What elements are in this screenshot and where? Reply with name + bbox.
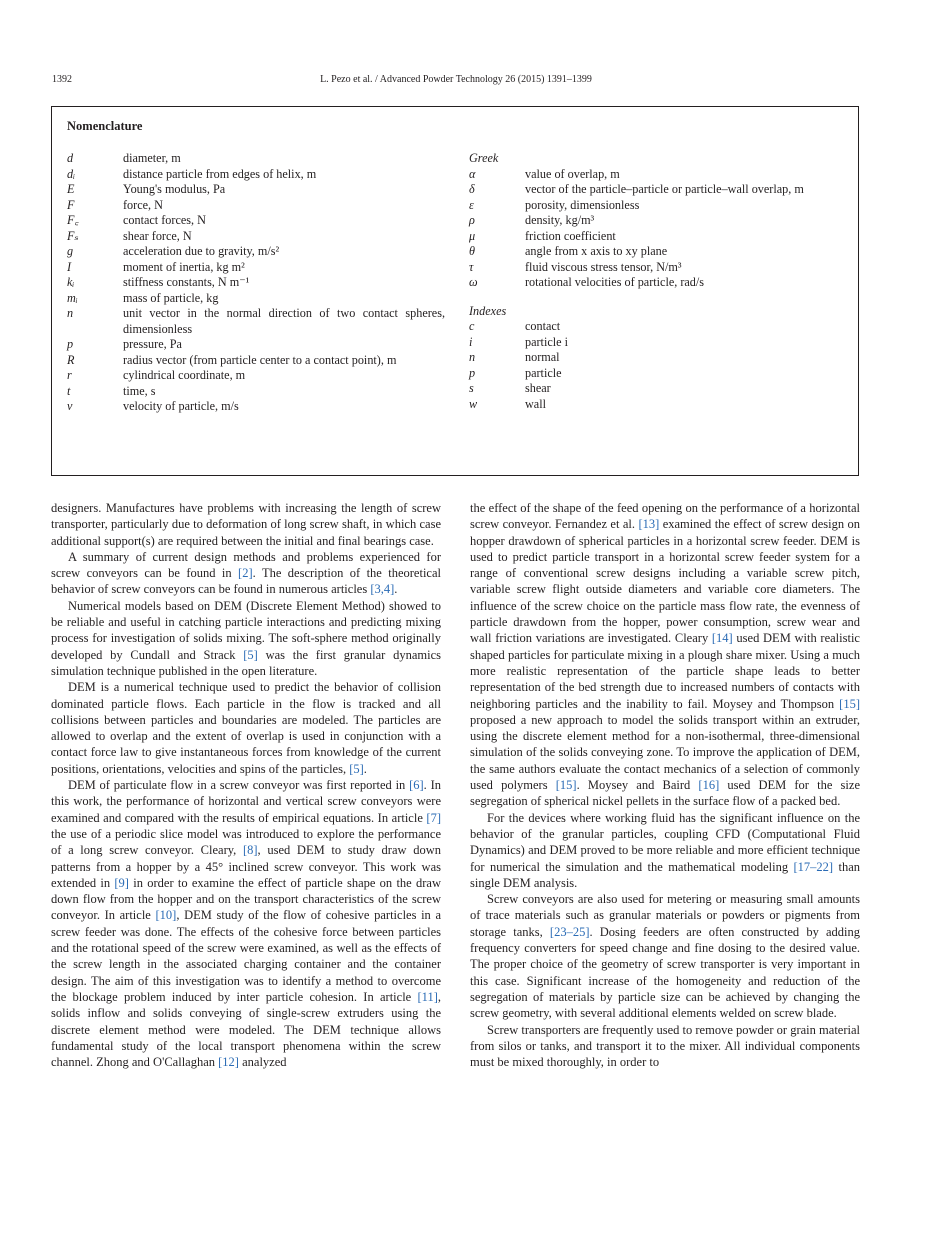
paragraph-text: DEM of particulate flow in a screw conveyor was first reported in (68, 778, 410, 793)
body-column-right (470, 500, 860, 1070)
nomenclature-greek-index-list (469, 151, 849, 412)
paragraph-text: Screw transporters are frequently used to remove powder or grain material from silos or tanks, and transport it to the mixer. All individual components must be mixed thoroughly, in order to (470, 1022, 860, 1070)
body-paragraph (470, 810, 860, 891)
nomenclature-entry (469, 167, 849, 183)
nomenclature-entry (469, 182, 849, 198)
nomenclature-definition: vector of the particle–particle or particle–wall overlap, m (525, 182, 804, 196)
body-paragraph (51, 679, 441, 777)
paragraph-text: , used DEM to study draw down patterns from a hopper by a 45° inclined screw conveyor. This work was extended in (51, 843, 441, 890)
nomenclature-symbol: g (67, 244, 74, 258)
nomenclature-symbol: v (67, 399, 73, 413)
nomenclature-entry (469, 213, 849, 229)
paragraph-text: DEM is a numerical technique used to predict the behavior of collision dominated particle flows. Each particle in the flow is tracked and all collisions between particles and boundaries are modeled. The particles are allowed to overlap and the extent of overlap is used in conjunction with a contact force law to give instantaneous forces from knowledge of the current positions, orientations, velocities and spins of the particles, (51, 680, 441, 776)
nomenclature-entry (67, 213, 445, 229)
paragraph-text: was the first granular dynamics simulation technique published in the open literature. (51, 647, 441, 678)
citation-link[interactable]: [9] (114, 875, 129, 890)
nomenclature-definition: contact (525, 319, 561, 333)
nomenclature-definition: wall (525, 396, 546, 411)
nomenclature-definition: moment of inertia, kg m² (123, 259, 245, 274)
paragraph-text: in order to examine the effect of particle shape on the draw down flow from the hopper and on the transport characteristics of the screw conveyor. In article (51, 875, 441, 923)
paragraph-text: used DEM for the size segregation of spherical nickel pellets in the surface flow of a packed bed. (470, 778, 860, 809)
paragraph-text: , solids inflow and solids conveying of single-screw extruders using the discrete element method were modeled. The DEM technique allows fundamental study of the local transport phenomena within the screw channel. Zhong and O'Callaghan (51, 989, 441, 1070)
nomenclature-symbol: n (469, 350, 476, 364)
nomenclature-definition: force, N (123, 197, 163, 212)
nomenclature-definition: radius vector (from particle center to a contact point), m (123, 352, 397, 367)
greek-list (469, 167, 849, 291)
nomenclature-definition: value of overlap, m (525, 166, 620, 181)
nomenclature-entry (469, 275, 849, 291)
nomenclature-symbol: t (67, 383, 71, 398)
nomenclature-entry (67, 384, 445, 400)
indexes-heading: Indexes (469, 303, 507, 318)
nomenclature-symbol: Fₛ (67, 228, 79, 243)
nomenclature-symbol: I (67, 259, 72, 274)
nomenclature-symbol: δ (469, 182, 475, 196)
nomenclature-symbol: r (67, 368, 72, 382)
page-number: 1392 (52, 74, 72, 85)
nomenclature-entry (67, 198, 445, 214)
nomenclature-definition: shear force, N (123, 228, 192, 243)
nomenclature-entry (67, 368, 445, 384)
paragraph-text: the effect of the shape of the feed opening on the performance of a horizontal screw conveyor. Fernandez et al. (470, 501, 860, 532)
nomenclature-definition: shear (525, 381, 551, 395)
nomenclature-entry (67, 275, 445, 291)
nomenclature-symbol: i (469, 334, 473, 349)
nomenclature-symbol: d (67, 151, 74, 165)
nomenclature-definition: contact forces, N (123, 213, 206, 227)
indexes-list (469, 319, 849, 412)
nomenclature-symbol: ρ (469, 213, 475, 227)
nomenclature-symbol: R (67, 352, 75, 367)
body-paragraph (51, 598, 441, 679)
nomenclature-definition: angle from x axis to xy plane (525, 244, 668, 258)
nomenclature-entry (67, 306, 445, 337)
citation-link[interactable]: [11] (417, 989, 438, 1004)
paragraph-text: proposed a new approach to model the solids transport within an extruder, using the discrete element method for a non-isothermal, three-dimensional simulation of the solids conveying zone. To improve the application of DEM, the same authors evaluate the contact mechanics of a selection of commonly used polymers (470, 712, 860, 793)
nomenclature-symbol: ε (469, 197, 474, 212)
nomenclature-symbol: θ (469, 244, 475, 258)
running-header (52, 72, 860, 88)
nomenclature-definition: pressure, Pa (123, 337, 182, 351)
body-paragraph (470, 500, 860, 810)
citation-link[interactable]: [3,4] (370, 582, 395, 597)
nomenclature-entry (469, 397, 849, 413)
paragraph-text: . (394, 582, 398, 597)
nomenclature-definition: Young's modulus, Pa (123, 182, 226, 196)
nomenclature-symbol: E (67, 182, 75, 196)
citation-link[interactable]: [15] (555, 778, 577, 793)
paragraph-text: . Dosing feeders are often constructed by adding frequency converters for speed change and fine dosing to the desired value. The proper choice of the geometry of screw transporter is very important in this case. Significant increase of the homogeneity and reduction of the segregation of materials by particle size can be achieved by changing the screw geometry, with several additional elements welded on screw blade. (470, 924, 860, 1021)
body-column-left (51, 500, 441, 1070)
paragraph-text: Numerical models based on DEM (Discrete Element Method) showed to be reliable and useful in catching particle interactions and predicting mixing process for investigation of solids mixing. The soft-sphere method originally developed by Cundall and Strack (51, 598, 441, 662)
nomenclature-definition: cylindrical coordinate, m (123, 368, 246, 382)
nomenclature-definition: particle i (525, 334, 568, 349)
paragraph-text: . (363, 761, 367, 776)
nomenclature-definition: fluid viscous stress tensor, N/m³ (525, 259, 682, 274)
nomenclature-definition: time, s (123, 383, 156, 398)
nomenclature-definition: porosity, dimensionless (525, 197, 640, 212)
nomenclature-entry (67, 291, 445, 307)
nomenclature-symbol: F (67, 197, 75, 212)
nomenclature-entry (469, 335, 849, 351)
citation-link[interactable]: [12] (218, 1055, 239, 1070)
citation-link[interactable]: [6] (409, 778, 424, 793)
journal-citation: L. Pezo et al. / Advanced Powder Technology 26 (2015) 1391–1399 (320, 74, 592, 85)
greek-heading: Greek (469, 151, 499, 165)
nomenclature-symbol: dᵢ (67, 166, 76, 181)
nomenclature-definition: distance particle from edges of helix, m (123, 166, 317, 181)
citation-link[interactable]: [13] (638, 517, 660, 532)
paragraph-text: used DEM with realistic shaped particles for particulate mixing in a plough share mixer. Using a much more realistic representation of the particle shape leads to better representation of the bed strength due to increased numbers of contacts with neighboring particles and the inability to fail. Moysey and Thompson (470, 631, 860, 711)
nomenclature-symbol: w (469, 396, 478, 411)
nomenclature-entry (67, 337, 445, 353)
citation-link[interactable]: [10] (155, 908, 177, 923)
body-paragraph (470, 1022, 860, 1071)
nomenclature-definition: mass of particle, kg (123, 290, 219, 305)
nomenclature-box (51, 106, 859, 476)
paragraph-text: analyzed (238, 1055, 287, 1070)
body-paragraph (51, 777, 441, 1070)
nomenclature-entry (469, 350, 849, 366)
citation-link[interactable]: [16] (698, 778, 720, 793)
paragraph-text: . The description of the theoretical behavior of screw conveyors can be found in numerous articles (51, 566, 441, 597)
nomenclature-latin-list (67, 151, 445, 415)
citation-link[interactable]: [17–22] (793, 859, 834, 874)
nomenclature-symbol: p (469, 365, 476, 380)
nomenclature-definition: diameter, m (123, 151, 181, 165)
paragraph-text: . In this work, the performance of horizontal and vertical screw conveyors were examined and compared with the results of empirical equations. In article (51, 778, 441, 825)
nomenclature-symbol: n (67, 306, 74, 320)
nomenclature-definition: velocity of particle, m/s (123, 399, 239, 413)
nomenclature-entry (67, 182, 445, 198)
body-paragraph (51, 500, 441, 549)
nomenclature-entry (67, 353, 445, 369)
nomenclature-definition: normal (525, 350, 560, 364)
nomenclature-entry (67, 399, 445, 415)
paragraph-text: designers. Manufactures have problems with increasing the length of screw transporter, particularly due to deformation of long screw shaft, in which case additional support(s) are required between the initial and final bearings case. (51, 501, 441, 548)
nomenclature-definition: stiffness constants, N m⁻¹ (123, 275, 250, 289)
citation-link[interactable]: [2] (238, 566, 253, 581)
paragraph-text: the use of a periodic slice model was introduced to explore the performance of a long screw conveyor. Cleary, (51, 826, 441, 858)
citation-link[interactable]: [5] (243, 647, 258, 662)
nomenclature-symbol: kᵢ (67, 275, 75, 289)
nomenclature-symbol: τ (469, 259, 474, 274)
nomenclature-title: Nomenclature (67, 119, 143, 133)
nomenclature-symbol: p (67, 337, 74, 351)
paragraph-text: . Moysey and Baird (576, 778, 699, 793)
nomenclature-symbol: μ (469, 228, 476, 243)
nomenclature-entry (67, 167, 445, 183)
nomenclature-symbol: c (469, 319, 475, 333)
nomenclature-symbol: ω (469, 275, 478, 289)
paragraph-text: than single DEM analysis. (470, 859, 860, 890)
nomenclature-entry (67, 229, 445, 245)
nomenclature-definition: particle (525, 365, 562, 380)
paragraph-text: For the devices where working fluid has the significant influence on the behavior of the granular particles, coupling CFD (Computational Fluid Dynamics) and DEM proved to be more reliable and more efficient technique for numerical the simulation and the mathematical modeling (470, 810, 860, 874)
nomenclature-entry (469, 260, 849, 276)
nomenclature-entry (469, 244, 849, 260)
citation-link[interactable]: [8] (242, 843, 258, 858)
nomenclature-symbol: F꜀ (67, 213, 79, 227)
nomenclature-symbol: s (469, 381, 474, 395)
body-paragraph (51, 549, 441, 598)
nomenclature-definition: friction coefficient (525, 228, 616, 243)
nomenclature-entry (469, 198, 849, 214)
nomenclature-entry (469, 319, 849, 335)
nomenclature-symbol: mᵢ (67, 290, 78, 305)
citation-link[interactable]: [23–25] (549, 924, 590, 939)
citation-link[interactable]: [7] (426, 810, 441, 825)
nomenclature-symbol: α (469, 166, 476, 181)
citation-link[interactable]: [15] (839, 696, 860, 711)
nomenclature-definition: unit vector in the normal direction of two contact spheres, dimensionless (123, 306, 445, 336)
nomenclature-definition: acceleration due to gravity, m/s² (123, 244, 280, 258)
nomenclature-entry (67, 260, 445, 276)
paragraph-text: , DEM study of the flow of cohesive particles in a screw feeder was done. The effects of the cohesive force between particles and the rotational speed of the screw were examined, as well as the effects of the screw length in the associated charging container and the container design. The aim of this investigation was to identify a method to overcome the blockage problem induced by inter particle cohesion. In article (51, 908, 441, 1004)
citation-link[interactable]: [5] (349, 761, 364, 776)
nomenclature-entry (469, 381, 849, 397)
nomenclature-entry (67, 151, 445, 167)
nomenclature-definition: rotational velocities of particle, rad/s (525, 275, 705, 289)
body-paragraph (470, 891, 860, 1021)
nomenclature-entry (67, 244, 445, 260)
paragraph-text: Screw conveyors are also used for metering or measuring small amounts of trace materials such as granular materials or powders or pigments from storage tanks, (470, 892, 860, 939)
nomenclature-entry (469, 229, 849, 245)
citation-link[interactable]: [14] (711, 631, 733, 646)
nomenclature-definition: density, kg/m³ (525, 213, 595, 227)
paragraph-text: examined the effect of screw design on hopper drawdown of spherical particles in a horizontal screw feeder. DEM is used to predict particle transport in a horizontal screw feeder system for a range of conventional screw designs including a variable screw pitch, variable screw flight outside diameters and variable core diameters. The influence of the screw choice on the particle mass flow rate, the evenness of particle drawdown from the hopper, power consumption, screw wear and wall friction variations are investigated. Cleary (470, 517, 860, 646)
paragraph-text: A summary of current design methods and problems experienced for screw conveyors can be found in (51, 549, 441, 581)
nomenclature-entry (469, 366, 849, 382)
